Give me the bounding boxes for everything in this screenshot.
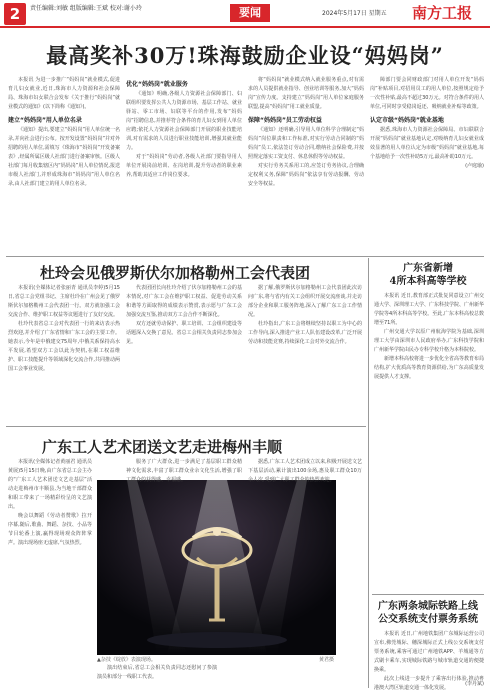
subheading: 优化“妈妈岗”就业服务 bbox=[126, 81, 188, 88]
paragraph: 对实行劳务关系用工的,应签订劳务协议,合理确定权利义务,保障“妈妈岗”依法享有劳动报酬、劳动安全等权益。 bbox=[248, 163, 364, 187]
photo-credit: 黄君摄 bbox=[318, 657, 334, 663]
sidebar1-headline-line2: 4所本科高等学校 bbox=[389, 276, 467, 287]
paragraph: 《通知》提出,要建立“妈妈岗”用人单位统一名录,并向社会进行公布。按开发设置“妈妈岗”并对外招聘的用人单位,需填写《珠海市“妈妈岗”开发备案表》,经属所属区级人社部门进行备案审核。区级人社部门每月收集辖区内“妈妈岗”用人单位情况,报送市级人社部门,并形成珠海市“妈妈岗”用人单位名录,由人社部门建立的用人单位名录。 bbox=[8, 127, 120, 187]
article3-column-2 bbox=[126, 458, 242, 483]
sidebar1-headline-line1: 广东省新增 bbox=[403, 263, 453, 274]
page-header bbox=[0, 0, 490, 30]
section-tag: 要闻 bbox=[230, 4, 270, 22]
sidebar1-headline bbox=[372, 262, 484, 288]
paragraph: 对于“妈妈岗”劳动者,各级人社部门要指导用人单位开展岗前培训、在岗培训,提升劳动者的职业素养,帮助其适应工作岗位要求。 bbox=[126, 154, 242, 178]
acrobatics-performance-photo bbox=[97, 480, 336, 655]
sidebar2-headline bbox=[372, 600, 484, 626]
header-rule bbox=[0, 26, 490, 28]
article1-column-1 bbox=[8, 76, 120, 254]
sidebar2-headline-line2: 公交系统支付票务系统 bbox=[378, 614, 478, 625]
paragraph: 广州交通大学以原广州航海学院为基础,深圳理工大学由深圳市人民政府举办,广东科技学院和广州新华学院由民办专科学校升格为本科院校。 bbox=[374, 329, 484, 353]
paragraph: 本报讯 近日,教育部正式批复同意设立广州交通大学、深圳理工大学、广东科技学院、广州新华学院等4所本科高等学校。至此,广东本科高校总数增至71所。 bbox=[374, 293, 485, 326]
column-divider bbox=[368, 258, 369, 688]
paragraph: 据悉,广东工人艺术团成立以来,积极开展送文艺下基层活动,累计演出100余场,惠及职工群众10万余人次,受到广大职工群众的热烈欢迎。 bbox=[248, 459, 362, 483]
paragraph: 据了解,俄罗斯伏尔加格勒州工会代表团此次访问广东,将与省内有关工会组织开展交流座谈,并走访部分企业和职工服务阵地,深入了解广东工会工作情况。 bbox=[248, 285, 362, 318]
newspaper-brand: 南方工报 bbox=[412, 4, 473, 22]
paragraph: 服务了广大群众,进一步满足了基层职工群众精神文化需求,丰富了职工群众业余文化生活,增强了职工群众的获得感、幸福感。 bbox=[126, 459, 242, 483]
paragraph: 双方还就劳动保护、职工培训、工会组织建设等话题深入交换了意见。省总工会相关负责同志参加会见。 bbox=[126, 321, 242, 345]
byline: (卢庭瑜) bbox=[465, 163, 484, 169]
photo-caption-row bbox=[97, 656, 336, 663]
issue-date: 2024年5月17日 星期五 bbox=[322, 10, 387, 17]
paragraph: 本报讯 近日,广州地铁集团广东城际运营公司宣布,佛莞城际、穗深城际正式上线公交系统支付票务系统,乘客可通过广州地铁APP、羊城通等方式刷卡乘车,实现城际铁路与城市轨道交通的便捷换乘。 bbox=[374, 631, 484, 673]
sidebar1-body bbox=[374, 292, 484, 588]
article1-column-3 bbox=[248, 76, 364, 254]
paragraph: 《通知》还明确,引导用人单位科学合理制定“妈妈岗”岗位职责和工作标准,对实行劳动合同制的“妈妈岗”员工,依法签订劳动合同,缴纳社会保险费,并按照规定落实工资支付、休息休假等劳动权益。 bbox=[248, 127, 364, 160]
article2-column-1 bbox=[8, 284, 120, 424]
paragraph: 本报讯(全媒体记者张丽青 通讯员李婷)5月15日,省总工会党组书记、主席杜玲在广州会见了俄罗斯伏尔加格勒州工会代表团一行。双方就加强工会交流合作、维护职工权益等议题进行了友好交流。 bbox=[8, 285, 120, 318]
article2-column-3 bbox=[248, 284, 362, 424]
article2-headline: 杜玲会见俄罗斯伏尔加格勒州工会代表团 bbox=[40, 264, 311, 282]
paragraph: 新增本科高校将进一步优化全省高等教育布局结构,扩大优质高等教育资源供给,为广东高质量发展提供人才支撑。 bbox=[374, 356, 485, 380]
sidebar2-headline-line1: 广东两条城际铁路上线 bbox=[378, 601, 478, 612]
paragraph: 将“妈妈岗”就业模式纳入就业服务重点,对有需求的人员提供就业指导、创业培训等服务,加大“妈妈岗”宣传力度。支持建立“妈妈岗”用人单位家庭服务联盟,提高“妈妈岗”用工就业质量。 bbox=[248, 77, 364, 110]
subheading: 认定市级“妈妈岗”就业基地 bbox=[370, 117, 444, 124]
editors-line: 责任编辑:刘敏 组版编辑:王斌 校对:谢小玲 bbox=[30, 5, 142, 12]
article3-column-3 bbox=[248, 458, 362, 483]
paragraph: 杜玲代表省总工会对代表团一行的来访表示热烈欢迎,并介绍了广东省情和广东工会的主要工作。她表示,今年是中俄建交75周年,中俄关系保持高水平发展,希望双方工会以此为契机,在职工权益维护、职工技能提升等领域深化交流合作,共同推动两国工会事业发展。 bbox=[8, 321, 120, 372]
article3-column-2b bbox=[97, 664, 217, 688]
sidebar2-byline: (李丹斌) bbox=[465, 681, 484, 687]
stage-image bbox=[97, 480, 336, 655]
subheading: 保障“妈妈岗”员工劳动权益 bbox=[248, 117, 322, 124]
article3-headline: 广东工人艺术团送文艺走进梅州丰顺 bbox=[42, 438, 283, 456]
page-number: 2 bbox=[4, 3, 26, 25]
article2-column-2 bbox=[126, 284, 242, 424]
article1-headline: 最高奖补30万!珠海鼓励企业设“妈妈岗” bbox=[46, 43, 444, 68]
divider bbox=[372, 594, 484, 595]
paragraph: 本报讯 为进一步推广“妈妈岗”就业模式,促进育儿妇女就业,近日,珠海市人力资源和社会保障局、珠海市妇女联合会发布《关于推行“妈妈岗”就业模式的通知》(以下简称《通知》)。 bbox=[8, 77, 120, 110]
paragraph: 障部门要会同财政部门对用人单位开发“妈妈岗”补贴项目,对招用员工的用人单位,按照规定给予一次性补贴,最高不超过30万元。对符合条件的用人单位,可同时享受稳岗返还、吸纳就业补贴等政策。 bbox=[370, 77, 484, 110]
subheading: 建立“妈妈岗”用人单位名录 bbox=[8, 117, 82, 124]
paragraph: 杜玲指出,广东工会将继续坚持以职工为中心的工作导向,深入推进产业工人队伍建设改革,广泛开展劳动和技能竞赛,持续深化工会对外交流合作。 bbox=[248, 321, 362, 345]
divider bbox=[6, 256, 484, 257]
paragraph: 晚会以舞蹈《劳动者赞歌》拉开序幕,随后,歌曲、舞蹈、杂技、小品等节目轮番上演,赢得现场观众阵阵掌声。演出现场座无虚席,气氛热烈。 bbox=[8, 513, 92, 546]
paragraph: 据悉,珠海市人力资源社会保障局、市妇联联合开展“妈妈岗”就业基地认定,对吸纳育儿妇女就业成效显著的用人单位认定为市级“妈妈岗”就业基地,每个基地给予一次性补助5万元,最高补助10万元。 bbox=[370, 127, 484, 160]
paragraph: 《通知》明确,各级人力资源社会保障部门、妇联组织要发挥公共人力资源市场、基层工作站、就业驿站、零工市场、妇联等平台的作用,发布“妈妈岗”招聘信息,并推荐符合条件的育儿妇女到用人单位应聘;依托人力资源社会保障部门开展的职业技能培训,对有需求的人员进行职业技能培训,增强其就业能力。 bbox=[126, 91, 242, 151]
paragraph: 代表团团长向杜玲介绍了伏尔加格勒州工会的基本情况,对广东工会在维护职工权益、促进劳动关系和谐等方面取得的成绩表示赞赏,表示愿与广东工会加强交流互鉴,推动双方工会合作不断深化。 bbox=[126, 285, 242, 318]
divider bbox=[6, 426, 366, 427]
article1-column-4 bbox=[370, 76, 484, 254]
paragraph: 演出结束后,省总工会相关负责同志还慰问了参演演员和部分一线职工代表。 bbox=[97, 665, 217, 680]
paragraph: 本报讯(全媒体记者黄丽君 通讯员黄展)5月15日晚,由广东省总工会主办的“广东工人艺术团送文艺走基层”活动走进梅州市丰顺县,为当地干部群众和职工带来了一场精彩纷呈的文艺演出。 bbox=[8, 459, 92, 510]
article1-column-2 bbox=[126, 76, 242, 254]
photo-caption: ▲杂技《绽放》表演现场。 bbox=[97, 657, 156, 663]
article3-column-1 bbox=[8, 458, 92, 686]
paragraph: 此次上线进一步提升了乘客出行体验,推动粤港澳大湾区轨道交通一体化发展。 bbox=[374, 676, 484, 691]
